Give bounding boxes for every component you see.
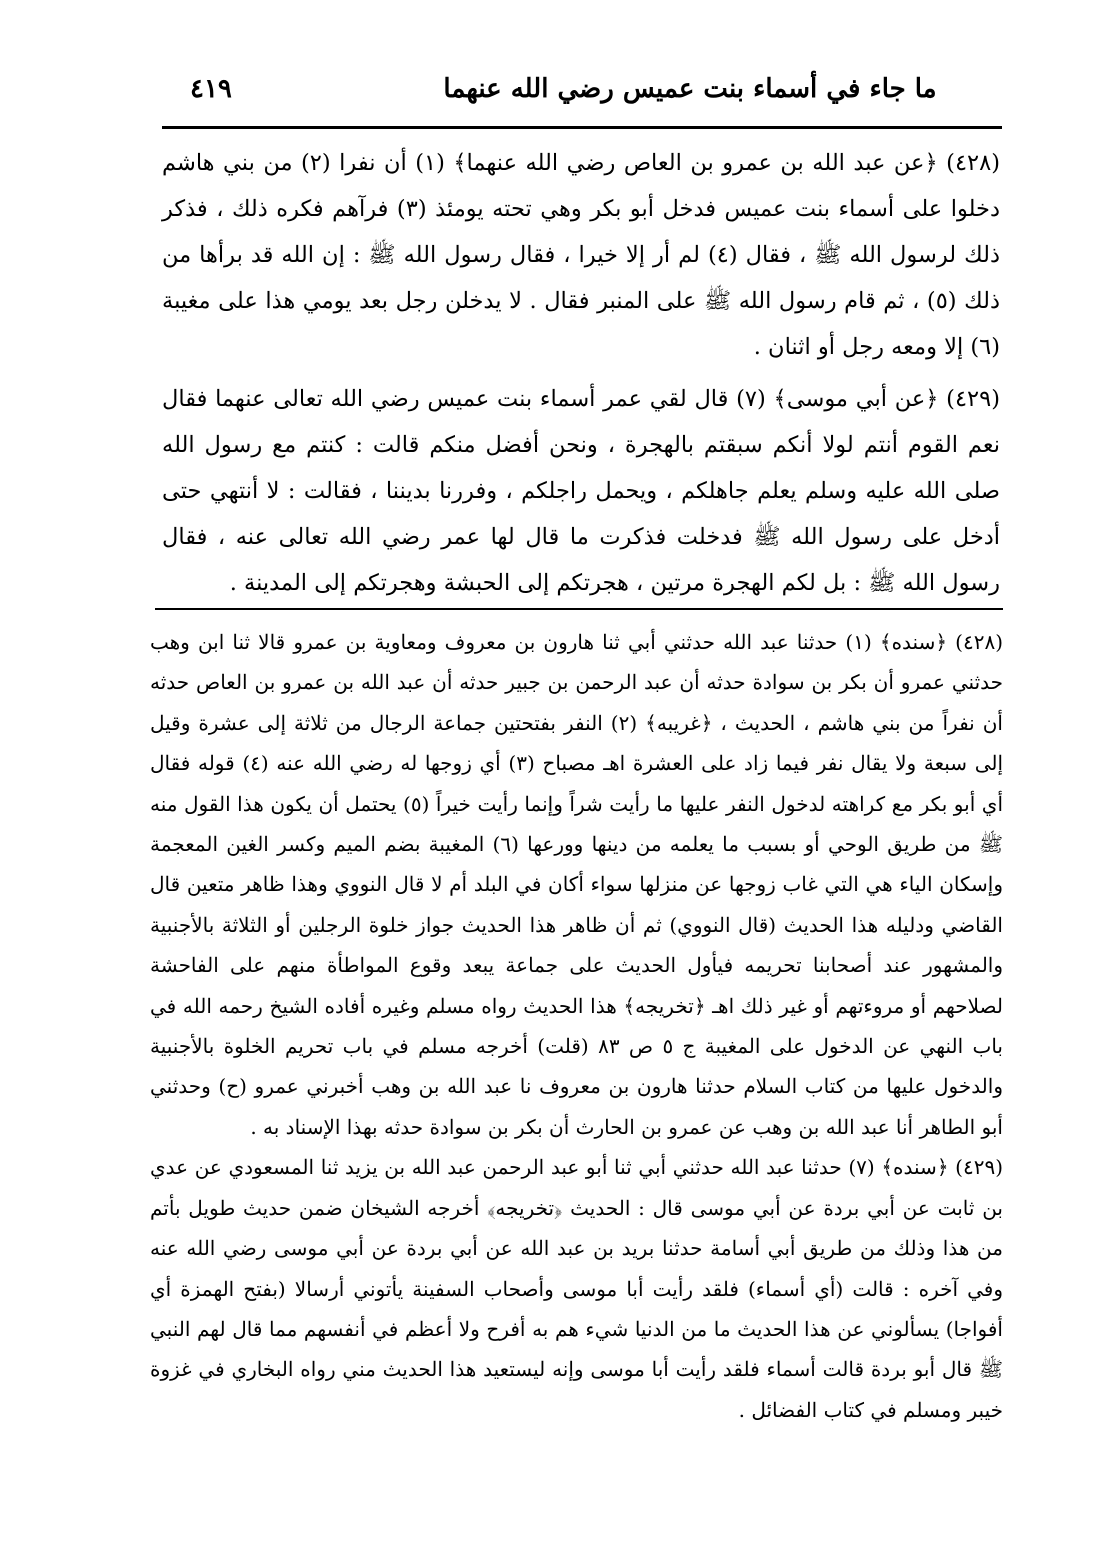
running-title: ما جاء في أسماء بنت عميس رضي الله عنهما <box>443 74 937 104</box>
page-number: ٤١٩ <box>190 74 232 104</box>
footnote-429: (٤٢٩) ﴿سنده﴾ (٧) حدثنا عبد الله حدثني أبي ثنا أبو عبد الرحمن عبد الله بن يزيد ثنا المسعودي عن عدي بن ثابت عن أبي بردة عن أبي موسى قال : الحديث ﴿تخريجه﴾ أخرجه الشيخان ضمن حديث طويل بأتم من هذا وذلك من طريق أبي أسامة حدثنا بريد بن عبد الله عن أبي بردة عن أبي موسى رضي الله عنه وفي آخره : قالت (أي أسماء) فلقد رأيت أبا موسى وأصحاب السفينة يأتوني أرسالا (بفتح الهمزة أي أفواجا) يسألوني عن هذا الحديث ما من الدنيا شيء هم به أفرح ولا أعظم في أنفسهم مما قال لهم النبي ﷺ قال أبو بردة قالت أسماء فلقد رأيت أبا موسى وإنه ليستعيد هذا الحديث مني رواه البخاري في غزوة خيبر ومسلم في كتاب الفضائل . <box>150 1155 1004 1422</box>
footnote-428: (٤٢٨) ﴿سنده﴾ (١) حدثنا عبد الله حدثني أبي ثنا هارون بن معروف ومعاوية بن عمرو قالا ثنا ابن وهب حدثني عمرو أن بكر بن سوادة حدثه أن عبد الرحمن بن جبير حدثه أن عبد الله بن عمرو بن العاص حدثه أن نفراً من بني هاشم ، الحديث ، ﴿غريبه﴾ (٢) النفر بفتحتين جماعة الرجال من ثلاثة إلى عشرة وقيل إلى سبعة ولا يقال نفر فيما زاد على العشرة اهـ مصباح (٣) أي زوجها له رضي الله عنه (٤) قوله فقال أي أبو بكر مع كراهته لدخول النفر عليها ما رأيت شراً وإنما رأيت خيراً (٥) يحتمل أن يكون هذا القول منه ﷺ من طريق الوحي أو بسبب ما يعلمه من دينها وورعها (٦) المغيبة بضم الميم وكسر الغين المعجمة وإسكان الياء هي التي غاب زوجها عن منزلها سواء أكان في البلد أم لا قال النووي وهذا ظاهر متعين قال القاضي ودليله هذا الحديث (قال النووي) ثم أن ظاهر هذا الحديث جواز خلوة الرجلين أو الثلاثة بالأجنبية والمشهور عند أصحابنا تحريمه فيأول الحديث على جماعة يبعد وقوع المواطأة منهم على الفاحشة لصلاحهم أو مروءتهم أو غير ذلك اهـ ﴿تخريجه﴾ هذا الحديث رواه مسلم وغيره أفاده الشيخ رحمه الله في باب النهي عن الدخول على المغيبة ج ٥ ص ٨٣ (قلت) أخرجه مسلم في باب تحريم الخلوة بالأجنبية والدخول عليها من كتاب السلام حدثنا هارون بن معروف نا عبد الله بن وهب أخبرني عمرو (ح) وحدثني أبو الطاهر أنا عبد الله بن وهب عن عمرو بن الحارث أن بكر بن سوادة حدثه بهذا الإسناد به . <box>150 630 1004 1139</box>
page-header <box>170 70 1000 120</box>
hadith-428: (٤٢٨) ﴿عن عبد الله بن عمرو بن العاص رضي الله عنهما﴾ (١) أن نفرا (٢) من بني هاشم دخلوا على أسماء بنت عميس فدخل أبو بكر وهي تحته يومئذ (٣) فرآهم فكره ذلك ، فذكر ذلك لرسول الله ﷺ ، فقال (٤) لم أر إلا خيرا ، فقال رسول الله ﷺ : إن الله قد برأها من ذلك (٥) ، ثم قام رسول الله ﷺ على المنبر فقال . لا يدخلن رجل بعد يومي هذا على مغيبة (٦) إلا ومعه رجل أو اثنان . <box>162 150 1000 360</box>
footnotes <box>150 622 1003 1430</box>
header-rule <box>162 126 1002 129</box>
hadith-429: (٤٢٩) ﴿عن أبي موسى﴾ (٧) قال لقي عمر أسماء بنت عميس رضي الله تعالى عنهما فقال نعم القوم أنتم لولا أنكم سبقتم بالهجرة ، ونحن أفضل منكم قالت : كنتم مع رسول الله صلى الله عليه وسلم يعلم جاهلكم ، ويحمل راجلكم ، وفررنا بديننا ، فقالت : لا أنتهي حتى أدخل على رسول الله ﷺ فدخلت فذكرت ما قال لها عمر رضي الله تعالى عنه ، فقال رسول الله ﷺ : بل لكم الهجرة مرتين ، هجرتكم إلى الحبشة وهجرتكم إلى المدينة . <box>162 386 1001 596</box>
footnote-divider <box>155 608 1003 610</box>
main-text <box>162 140 1000 612</box>
